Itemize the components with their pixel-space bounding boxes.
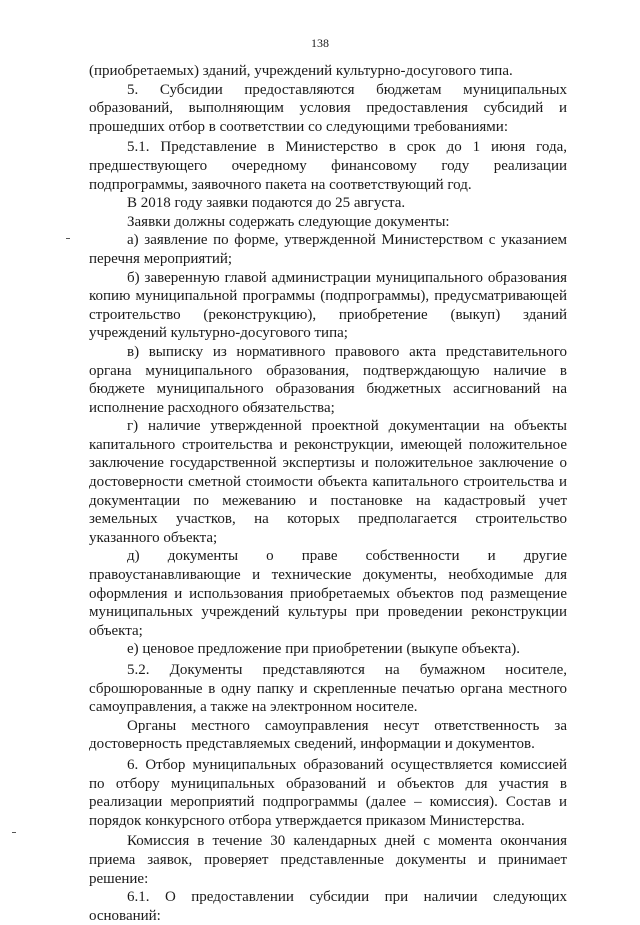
list-item-d: д) документы о праве собственности и другие правоустанавливающие и технические документы, необходимые для оформления и использования приобретаемых объектов под размещение муниципальных учреждений культуры при проведении реконструкции объекта; (89, 548, 567, 639)
scan-mark (66, 238, 70, 239)
list-item-b: б) заверенную главой администрации муниципального образования копию муниципальной программы (подпрограммы), предусматривающей строительство (реконструкцию), приобретение (выкуп) зданий учреждений культурно-досугового типа; (89, 269, 567, 342)
paragraph-commission: Комиссия в течение 30 календарных дней с момента окончания приема заявок, проверяет представленные документы и принимает решение: (89, 833, 567, 887)
paragraph-continuation: (приобретаемых) зданий, учреждений культурно-досугового типа. (89, 63, 513, 79)
page-number: 138 (311, 36, 329, 50)
paragraph-clause-6: 6. Отбор муниципальных образований осуществляется комиссией по отбору муниципальных образований и объектов для участия в реализации мероприятий подпрограммы (далее – комиссия). Состав и порядок конкурсного отбора утверждается приказом Министерства. (89, 756, 567, 829)
document-body (89, 62, 567, 925)
list-item-a: а) заявление по форме, утвержденной Министерством с указанием перечня мероприятий; (89, 232, 567, 267)
list-item-e: е) ценовое предложение при приобретении (выкупе объекта). (127, 641, 520, 658)
paragraph-clause-5-1: 5.1. Представление в Министерство в срок до 1 июня года, предшествующего очередному финансовому году реализации подпрограммы, заявочного пакета на соответствующий год. (89, 139, 567, 193)
paragraph-clause-5: 5. Субсидии предоставляются бюджетам муниципальных образований, выполняющим условия предоставления субсидий и прошедших отбор в соответствии со следующими требованиями: (89, 81, 567, 135)
paragraph-clause-5-2: 5.2. Документы представляются на бумажном носителе, сброшюрованные в одну папку и скрепленные печатью органа местного самоуправления, а также на электронном носителе. (89, 662, 567, 716)
scan-mark (12, 832, 16, 833)
paragraph-required-documents: Заявки должны содержать следующие документы: (127, 213, 450, 230)
paragraph-deadline-2018: В 2018 году заявки подаются до 25 августа. (127, 195, 406, 212)
paragraph-clause-6-1: 6.1. О предоставлении субсидии при наличии следующих оснований: (89, 889, 567, 924)
list-item-g: г) наличие утвержденной проектной документации на объекты капитального строительства и реконструкции, имеющей положительное заключение государственной экспертизы и положительное заключение о достоверности сметной стоимости объекта капитального строительства и документации по межеванию и постановке на кадастровый учет земельных участков, на которых предполагается строительство указанного объекта; (89, 418, 567, 546)
paragraph-responsibility: Органы местного самоуправления несут ответственность за достоверность представляемых сведений, информации и документов. (89, 717, 567, 753)
list-item-v: в) выписку из нормативного правового акта представительного органа муниципального образования, подтверждающую наличие в бюджете муниципального образования бюджетных ассигнований на исполнение расходного обязательства; (89, 343, 567, 416)
